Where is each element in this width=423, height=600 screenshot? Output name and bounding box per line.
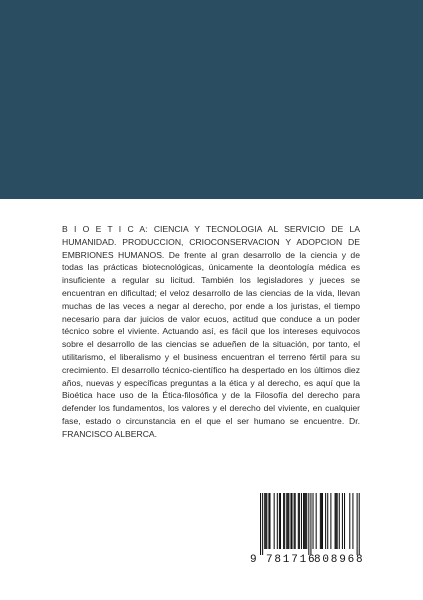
- barcode-bar: [266, 493, 267, 549]
- barcode-bar: [264, 493, 265, 549]
- barcode-bar: [352, 493, 353, 549]
- barcode-bar: [313, 493, 314, 549]
- barcode-bar: [304, 493, 305, 549]
- barcode-bar: [269, 493, 270, 549]
- barcode-bar: [336, 493, 337, 549]
- barcode-bar: [279, 493, 280, 549]
- barcode-bar: [287, 493, 288, 549]
- barcode-bar: [280, 493, 281, 549]
- barcode-bar: [339, 493, 340, 549]
- barcode-bar: [284, 493, 285, 549]
- barcode-bar: [288, 493, 289, 549]
- barcode-bar: [335, 493, 336, 549]
- barcode-bar: [306, 493, 307, 549]
- barcode-guard-bar: [262, 493, 263, 555]
- isbn-barcode: [250, 491, 366, 573]
- cover-color-band: [0, 0, 423, 199]
- barcode-bar: [330, 493, 331, 549]
- barcode-bar: [283, 493, 284, 549]
- barcode-bar: [274, 493, 275, 549]
- barcode-bar: [322, 493, 323, 549]
- barcode-bar: [320, 493, 321, 549]
- barcode-guard-bar: [308, 493, 309, 555]
- isbn-lead-digit: 9: [250, 554, 257, 566]
- barcode-bar: [292, 493, 293, 549]
- isbn-left-digits: 781716: [266, 554, 317, 566]
- barcode-guard-bar: [359, 493, 360, 555]
- barcode-bar: [290, 493, 291, 549]
- barcode-bar: [286, 493, 287, 549]
- isbn-number: [250, 554, 366, 570]
- barcode-bar: [337, 493, 338, 549]
- back-cover-blurb: B I O E T I C A: CIENCIA Y TECNOLOGIA AL SERVICIO DE LA HUMANIDAD. PRODUCCION, CRIOCONSERVACION Y ADOPCION DE EMBRIONES HUMANOS. De frente al gran desarrollo de la ciencia y de todas las prácticas biotecnológicas, únicamente la deontología médica es insuficiente a regular su licitud. También los legisladores y jueces se encuentran en dificultad; el veloz desarrollo de las ciencias de la vida, llevan muchas de las veces a negar al derecho, por ende a los juristas, el tiempo necesario para dar juicios de valor ecuos, actitud que conduce a un poder técnico sobre el viviente. Actuando así, es fácil que los intereses equivocos sobre el desarrollo de las ciencias se adueñen de la situación, por tanto, el utilitarismo, el liberalismo y el business encuentran el terreno fértil para su crecimiento. El desarrollo técnico-científico ha despertado en los últimos diez años, nuevas y específicas preguntas a la ética y al derecho, es aquí que la Bioética hace uso de la Ética-filosófica y de la Filosofía del derecho para defender los fundamentos, los valores y el derecho del viviente, en cualquier fase, estado o circunstancia en el que el ser humano se encuentre. Dr. FRANCISCO ALBERCA.: [62, 224, 360, 439]
- barcode-bar: [294, 493, 295, 549]
- barcode-bar: [342, 493, 343, 549]
- barcode-bar: [299, 493, 300, 549]
- barcode-bar: [303, 493, 304, 549]
- barcode-bar: [325, 493, 326, 549]
- barcode-bar: [298, 493, 299, 549]
- barcode-bar: [265, 493, 266, 549]
- barcode-bar: [295, 493, 296, 549]
- barcode-guard-bar: [357, 493, 358, 555]
- barcode-bar: [327, 493, 328, 549]
- barcode-bar: [349, 493, 350, 549]
- barcode-bar: [316, 493, 317, 549]
- barcode-bar: [268, 493, 269, 549]
- barcode-bar: [305, 493, 306, 549]
- barcode-guard-bar: [310, 493, 311, 555]
- barcode-guard-bar: [260, 493, 261, 555]
- isbn-right-digits: 808968: [314, 554, 365, 566]
- barcode-bar: [277, 493, 278, 549]
- barcode-bar: [321, 493, 322, 549]
- barcode-bar: [344, 493, 345, 549]
- barcode-bar: [301, 493, 302, 549]
- barcode-bars: [250, 491, 366, 555]
